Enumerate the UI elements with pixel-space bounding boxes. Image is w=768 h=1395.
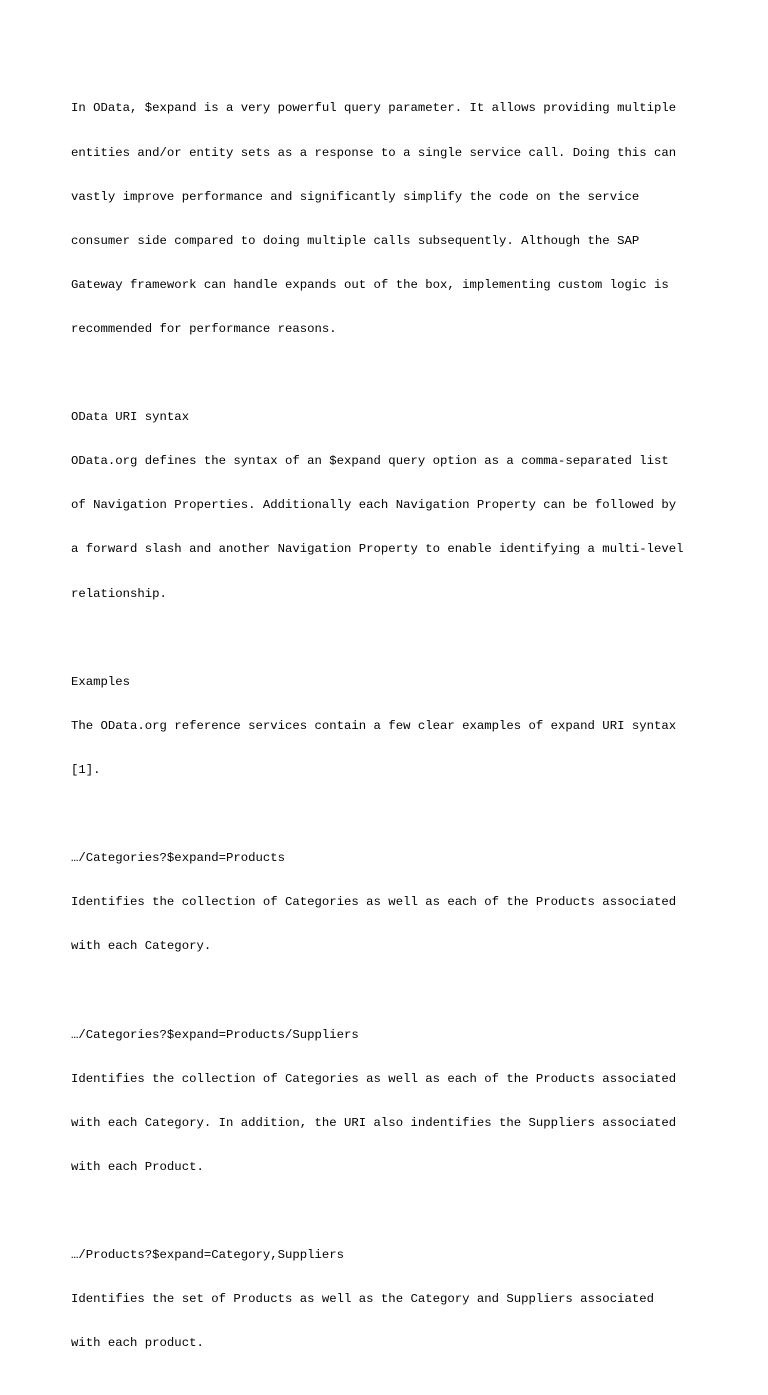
example-item bbox=[71, 998, 711, 1204]
syntax-section bbox=[71, 381, 711, 631]
syntax-line: a forward slash and another Navigation Property to enable identifying a multi-level bbox=[71, 542, 684, 557]
intro-paragraph bbox=[71, 72, 711, 366]
example-uri: …/Categories?$expand=Products bbox=[71, 851, 286, 866]
intro-line: recommended for performance reasons. bbox=[71, 321, 337, 336]
example-description-line: Identifies the set of Products as well as the Category and Suppliers associated bbox=[71, 1292, 654, 1307]
intro-line: vastly improve performance and significantly simplify the code on the service bbox=[71, 189, 640, 204]
example-uri: …/Products?$expand=Category,Suppliers bbox=[71, 1248, 345, 1263]
syntax-line: of Navigation Properties. Additionally each Navigation Property can be followed by bbox=[71, 498, 677, 513]
example-description-line: Identifies the collection of Categories as well as each of the Products associated bbox=[71, 895, 677, 910]
syntax-line: relationship. bbox=[71, 586, 167, 601]
example-description-line: Identifies the collection of Categories as well as each of the Products associated bbox=[71, 1071, 677, 1086]
example-item bbox=[71, 1219, 711, 1381]
examples-line: [1]. bbox=[71, 763, 101, 778]
intro-line: consumer side compared to doing multiple calls subsequently. Although the SAP bbox=[71, 233, 640, 248]
example-uri: …/Categories?$expand=Products/Suppliers bbox=[71, 1027, 359, 1042]
document-body bbox=[71, 72, 711, 1395]
example-description-line: with each product. bbox=[71, 1336, 204, 1351]
examples-line: The OData.org reference services contain a few clear examples of expand URI syntax bbox=[71, 718, 677, 733]
example-description-line: with each Category. In addition, the URI also indentifies the Suppliers associated bbox=[71, 1115, 677, 1130]
intro-line: In OData, $expand is a very powerful query parameter. It allows providing multiple bbox=[71, 101, 677, 116]
intro-line: entities and/or entity sets as a response to a single service call. Doing this can bbox=[71, 145, 677, 160]
example-item bbox=[71, 822, 711, 984]
examples-heading: Examples bbox=[71, 674, 131, 689]
example-description-line: with each Product. bbox=[71, 1159, 204, 1174]
syntax-heading: OData URI syntax bbox=[71, 410, 190, 425]
example-description-line: with each Category. bbox=[71, 939, 212, 954]
examples-section bbox=[71, 645, 711, 807]
syntax-line: OData.org defines the syntax of an $expand query option as a comma-separated list bbox=[71, 454, 669, 469]
intro-line: Gateway framework can handle expands out of the box, implementing custom logic is bbox=[71, 277, 669, 292]
